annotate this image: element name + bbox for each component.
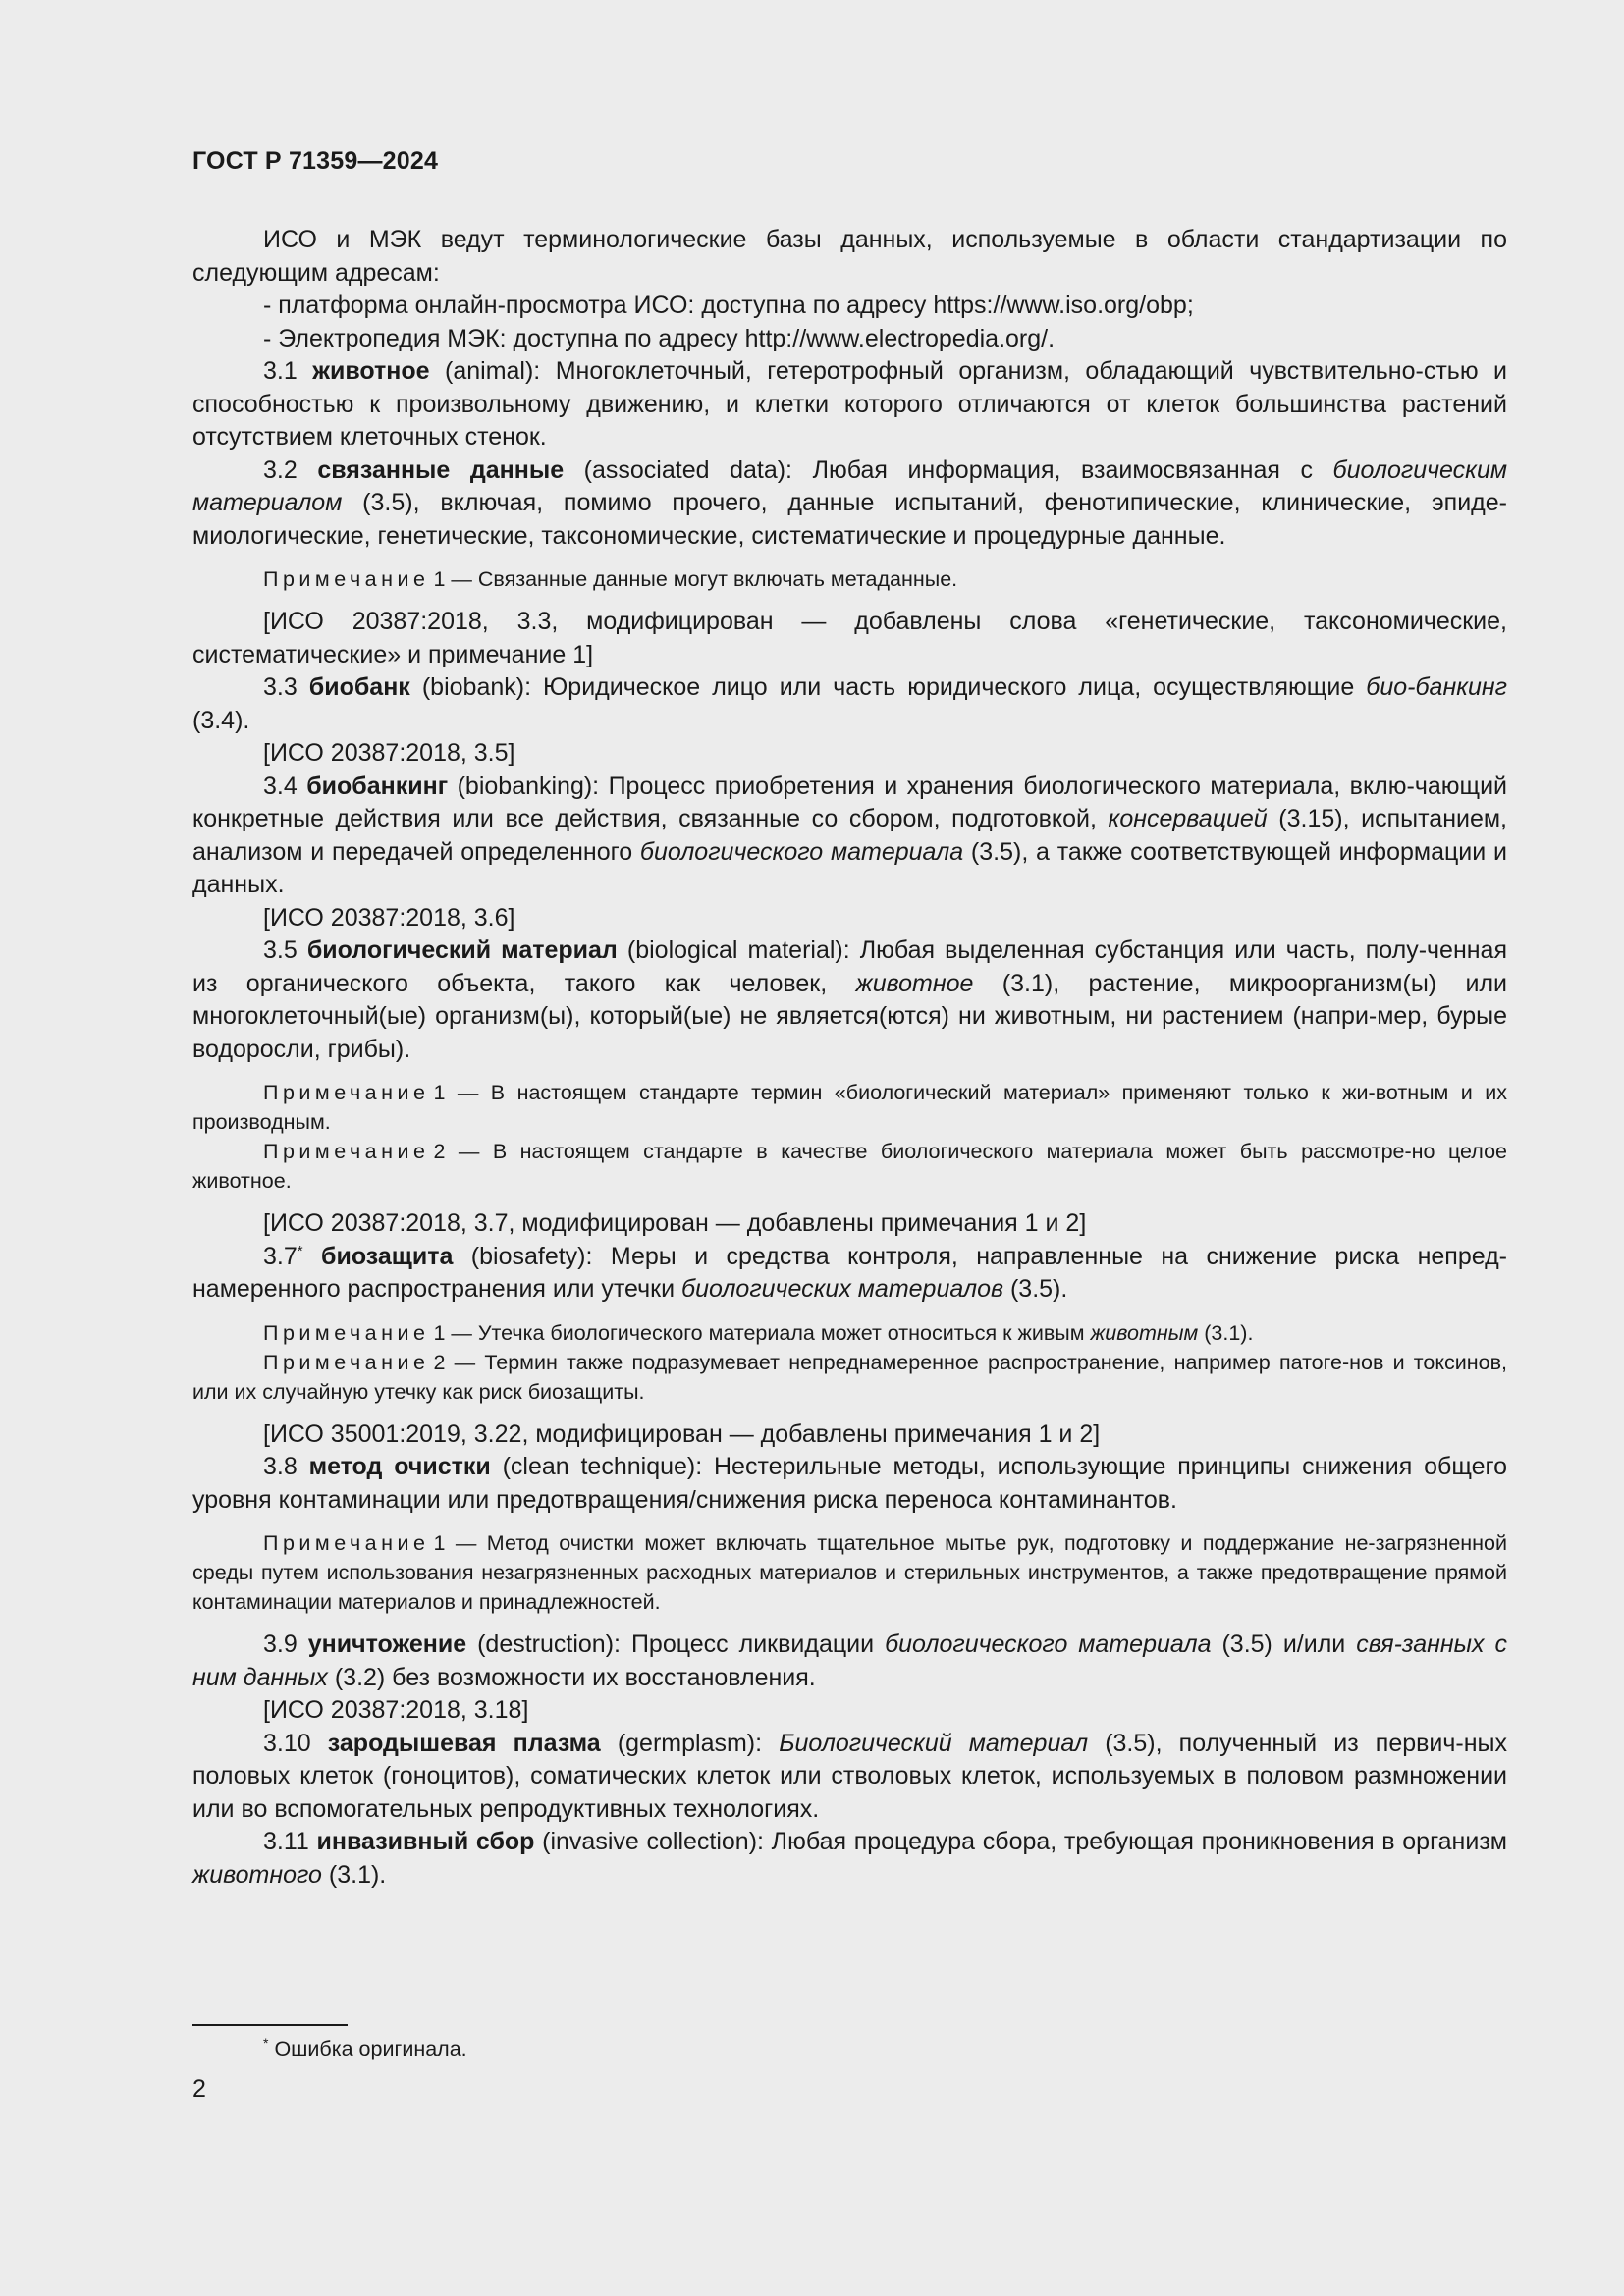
note-number: 1 <box>433 1081 446 1104</box>
footnote-text: Ошибка оригинала. <box>274 2037 467 2060</box>
note-label: Примечание <box>263 1140 430 1163</box>
term-name: биозащита <box>321 1242 454 1270</box>
term-definition: (3.4). <box>192 706 250 734</box>
term-reference: животным <box>1090 1320 1199 1345</box>
note-3-5-1 <box>192 1078 1507 1137</box>
term-3-9 <box>192 1629 1507 1694</box>
term-definition: (biobank): Юридическое лицо или часть юридического лица, осуществляющие <box>409 673 1367 701</box>
term-definition: (destruction): Процесс ликвидации <box>466 1630 886 1658</box>
term-definition: (3.5) и/или <box>1211 1630 1357 1658</box>
note-text: (3.1). <box>1198 1320 1254 1345</box>
note-number: 2 <box>433 1350 446 1374</box>
term-3-5 <box>192 934 1507 1066</box>
note-label: Примечание <box>263 1320 430 1345</box>
term-number: 3.1 <box>263 357 313 385</box>
term-definition: (associated data): Любая информация, взаимосвязанная с <box>564 455 1333 484</box>
term-3-4 <box>192 771 1507 902</box>
note-text: — В настоящем стандарте в качестве биологического материала может быть рассмотре-но целое животное. <box>192 1140 1507 1193</box>
document-header: ГОСТ Р 71359—2024 <box>192 147 439 175</box>
term-3-2 <box>192 454 1507 554</box>
term-name: животное <box>312 357 430 385</box>
note-label: Примечание <box>263 1081 430 1104</box>
footnote <box>263 2034 467 2063</box>
term-3-10 <box>192 1728 1507 1827</box>
term-definition: (clean technique): Нестерильные методы, использующие принципы снижения общего уровня контаминации или предотвращения/снижения риска переноса контаминантов. <box>192 1453 1507 1514</box>
term-definition: (biosafety): Меры и средства контроля, направленные на снижение риска непред-намеренного распространения или утечки <box>192 1242 1507 1303</box>
footnote-divider <box>192 2024 348 2026</box>
page-number: 2 <box>192 2075 206 2103</box>
note-number: 1 <box>433 1320 446 1345</box>
term-name: метод очистки <box>308 1453 491 1480</box>
document-body <box>192 224 1507 1892</box>
term-reference: биологическим материалом <box>192 455 1508 516</box>
term-name: зародышевая плазма <box>327 1729 601 1757</box>
term-reference: животное <box>855 969 974 997</box>
note-number: 1 <box>433 567 446 591</box>
note-3-2-1 <box>192 564 1507 594</box>
term-name: инвазивный сбор <box>316 1828 535 1855</box>
term-3-3 <box>192 671 1507 737</box>
note-3-7-2 <box>192 1348 1507 1407</box>
term-reference: Биологический материал <box>779 1729 1089 1757</box>
note-text: — Термин также подразумевает непреднамеренное распространение, например патоге-нов и токсинов, или их случайную утечку как риск биозащиты. <box>192 1350 1507 1404</box>
term-3-11 <box>192 1826 1507 1892</box>
term-definition: (3.2) без возможности их восстановления. <box>327 1663 816 1691</box>
intro-bullet-iec: - Электропедия МЭК: доступна по адресу http://www.electropedia.org/. <box>263 324 1056 352</box>
term-3-7 <box>192 1241 1507 1307</box>
term-name: связанные данные <box>317 455 565 484</box>
source-3-3: [ИСО 20387:2018, 3.5] <box>263 739 515 767</box>
note-label: Примечание <box>263 1531 430 1555</box>
term-name: биобанк <box>308 673 410 701</box>
term-definition: (biobanking): Процесс приобретения и хранения биологического материала, вклю-чающий конкретные действия или все действия, связанные со сбором, подготовкой, <box>192 772 1508 832</box>
source-3-2: [ИСО 20387:2018, 3.3, модифицирован — добавлены слова «генетические, таксономические, систематические» и примечание 1] <box>192 608 1507 668</box>
term-name: биологический материал <box>306 936 618 964</box>
note-number: 1 <box>433 1531 446 1555</box>
term-number: 3.3 <box>263 673 309 701</box>
term-3-8 <box>192 1451 1507 1517</box>
term-number: 3.7 <box>263 1242 298 1270</box>
term-number: 3.11 <box>263 1828 317 1855</box>
term-definition: (animal): Многоклеточный, гетеротрофный организм, обладающий чувствительно-стью и способностью к произвольному движению, и клетки которого отличаются от клеток большинства растений отсутствием клеточных стенок. <box>192 357 1508 451</box>
term-definition: (biological material): Любая выделенная субстанция или часть, полу-ченная из органического объекта, такого как человек, <box>192 936 1508 997</box>
term-number: 3.4 <box>263 772 307 800</box>
term-definition: (3.1), растение, микроорганизм(ы) или многоклеточный(ые) организм(ы), который(ые) не является(ются) ни животным, ни растением (напри-мер, бурые водоросли, грибы). <box>192 969 1507 1063</box>
intro-bullet-iso: - платформа онлайн-просмотра ИСО: доступна по адресу https://www.iso.org/obp; <box>263 292 1194 319</box>
note-label: Примечание <box>263 567 430 591</box>
source-3-5: [ИСО 20387:2018, 3.7, модифицирован — добавлены примечания 1 и 2] <box>263 1209 1087 1237</box>
note-label: Примечание <box>263 1350 430 1374</box>
term-reference: консервацией <box>1108 805 1268 832</box>
term-definition: (3.5), а также соответствующей информации и данных. <box>192 837 1507 898</box>
term-definition: (3.5), полученный из первич-ных половых клеток (гоноцитов), соматических клеток или стволовых клеток, используемых в половом размножении или во вспомогательных репродуктивных технологиях. <box>192 1729 1508 1823</box>
note-text: — Метод очистки может включать тщательное мытье рук, подготовку и поддержание не-загрязненной среды путем использования незагрязненных расходных материалов и стерильных инструментов, а также предотвращение прямой контаминации материалов и принадлежностей. <box>192 1531 1507 1614</box>
term-definition: (germplasm): <box>600 1729 780 1757</box>
term-reference: биологического материала <box>639 837 964 866</box>
note-3-7-1 <box>192 1318 1507 1348</box>
footnote-marker: * <box>297 1242 303 1259</box>
term-name: биобанкинг <box>306 772 449 800</box>
term-reference: биологических материалов <box>681 1275 1004 1303</box>
source-3-9: [ИСО 20387:2018, 3.18] <box>263 1696 529 1724</box>
footnote-mark: * <box>263 2035 269 2051</box>
note-number: 2 <box>433 1140 446 1163</box>
term-number: 3.8 <box>263 1453 309 1480</box>
term-reference: био-банкинг <box>1366 673 1507 701</box>
term-number: 3.10 <box>263 1729 328 1757</box>
term-number: 3.9 <box>263 1630 308 1658</box>
term-definition: (3.1). <box>321 1860 387 1889</box>
source-3-7: [ИСО 35001:2019, 3.22, модифицирован — добавлены примечания 1 и 2] <box>263 1419 1101 1448</box>
term-name: уничтожение <box>307 1630 467 1658</box>
term-definition: (3.5). <box>1003 1275 1068 1303</box>
note-3-8-1 <box>192 1528 1507 1617</box>
term-definition: (3.15), испытанием, анализом и передачей определенного <box>192 805 1507 866</box>
note-text: — В настоящем стандарте термин «биологический материал» применяют только к жи-вотным и их производным. <box>192 1081 1507 1134</box>
intro-paragraph: ИСО и МЭК ведут терминологические базы данных, используемые в области стандартизации по следующим адресам: <box>192 226 1507 287</box>
note-3-5-2 <box>192 1137 1507 1196</box>
term-3-1 <box>192 355 1507 454</box>
term-number: 3.2 <box>263 455 318 484</box>
source-3-4: [ИСО 20387:2018, 3.6] <box>263 903 515 932</box>
term-reference: биологического материала <box>885 1630 1212 1658</box>
note-text: — Утечка биологического материала может относиться к живым <box>445 1320 1091 1345</box>
term-reference: свя-занных с ним данных <box>192 1630 1508 1691</box>
term-definition: (invasive collection): Любая процедура сбора, требующая проникновения в организм <box>534 1828 1507 1855</box>
term-reference: животного <box>192 1860 322 1889</box>
term-definition: (3.5), включая, помимо прочего, данные испытаний, фенотипические, клинические, эпиде-миологические, генетические, таксономические, систематические и процедурные данные. <box>192 489 1507 550</box>
term-number: 3.5 <box>263 936 307 964</box>
note-text: — Связанные данные могут включать метаданные. <box>445 567 958 591</box>
